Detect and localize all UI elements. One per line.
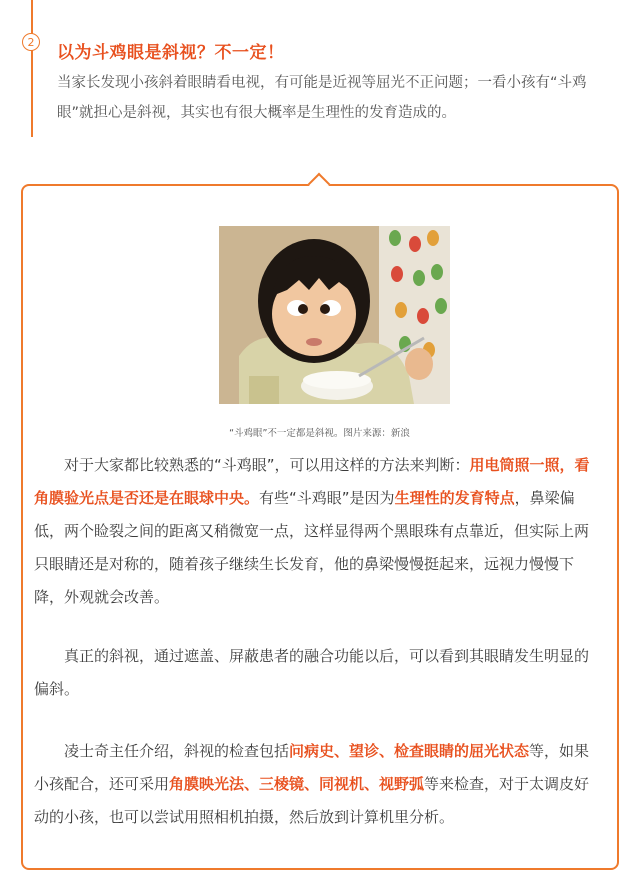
p3-highlight-b: 角膜映光法、三棱镜、同视机、视野弧 [169,775,425,793]
paragraph-3 [34,735,602,834]
section-number-badge: 2 [22,33,40,51]
p3-text-a: 凌士奇主任介绍，斜视的检查包括 [64,742,290,760]
timeline-line [31,0,33,137]
p3-highlight-a: 问病史、望诊、检查眼睛的屈光状态 [289,742,530,760]
p1-text-b: 有些“斗鸡眼”是因为 [259,489,395,507]
paragraph-1 [34,449,602,614]
p1-text-a: 对于大家都比较熟悉的“斗鸡眼”，可以用这样的方法来判断： [64,456,470,474]
section-title: 以为斗鸡眼是斜视？不一定！ [57,43,285,63]
p1-text-c: ，鼻梁偏低，两个睑裂之间的距离又稍微宽一点，这样显得两个黑眼珠有点靠近，但实际上两只眼睛还是对称的，随着孩子继续生长发育，他的鼻梁慢慢挺起来，远视力慢慢下降，外观就会改善。 [34,489,590,606]
photo-caption: “斗鸡眼”不一定都是斜视。图片来源：新浪 [229,428,410,439]
section-intro: 当家长发现小孩斜着眼睛看电视，有可能是近视等屈光不正问题；一看小孩有“斗鸡眼”就担心是斜视，其实也有很大概率是生理性的发育造成的。 [57,75,587,121]
photo-illustration [219,226,450,404]
child-cross-eyed-photo [219,226,450,404]
p1-highlight-a: 用电筒照一照，看角膜验光点是否还是在眼球中央。 [34,456,590,507]
paragraph-2: 真正的斜视，通过遮盖、屏蔽患者的融合功能以后，可以看到其眼睛发生明显的偏斜。 [34,647,590,698]
p1-highlight-b: 生理性的发育特点 [394,489,515,507]
p3-text-b: 等，如果小孩配合，还可采用 [34,742,590,793]
p3-text-c: 等来检查，对于太调皮好动的小孩，也可以尝试用照相机拍摄，然后放到计算机里分析。 [34,775,590,826]
